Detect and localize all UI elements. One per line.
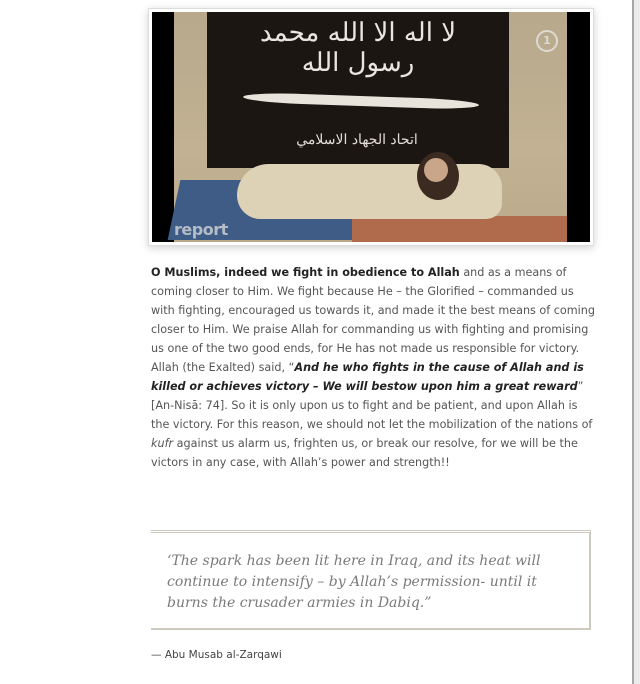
- black-flag: [207, 12, 509, 168]
- figure-face: [424, 158, 448, 182]
- kufr-term: kufr: [151, 437, 174, 450]
- video-still-image: [152, 12, 590, 242]
- article-image-frame: [148, 8, 594, 246]
- lead-bold-text: O Muslims, indeed we fight in obedience to Allah: [151, 266, 460, 279]
- flag-caption: اتحاد الجهاد الاسلامي: [296, 132, 418, 148]
- channel-logo-icon: 1: [536, 30, 558, 52]
- report-watermark: report: [174, 220, 228, 239]
- article-paragraph: [151, 263, 597, 472]
- paragraph-text-2: ” [An-Nisā: 74]. So it is only upon us to fight and be patient, and upon Allah is the victory. For this reason, we should not let the mobilization of the nations of: [151, 380, 593, 431]
- reclining-figure: [237, 164, 502, 219]
- red-rug: [352, 216, 567, 242]
- paragraph-text-3: against us alarm us, frighten us, or break our resolve, for we will be the victors in any case, with Allah’s power and strength!!: [151, 437, 578, 469]
- sword-icon: [243, 92, 479, 110]
- page-scroll-edge[interactable]: [632, 0, 640, 684]
- quote-attribution: — Abu Musab al-Zarqawi: [151, 649, 282, 661]
- flag-script: لا اله الا الله محمد رسول الله: [259, 18, 457, 78]
- blockquote: [151, 530, 591, 630]
- paragraph-text-1: and as a means of coming closer to Him. We fight because He – the Glorified – commanded us with fighting, encouraged us towards it, and made it the best means of coming closer to Him. We praise Allah for commanding us with fighting and promising us one of the two good ends, for He has not made us responsible for victory. Allah (the Exalted) said, “: [151, 266, 595, 374]
- quote-text: ‘The spark has been lit here in Iraq, and its heat will continue to intensify – by Allah’s permission- until it burns the crusader armies in Dabiq.”: [167, 553, 541, 611]
- quran-verse: And he who fights in the cause of Allah and is killed or achieves victory – We will bestow upon him a great reward: [151, 361, 584, 393]
